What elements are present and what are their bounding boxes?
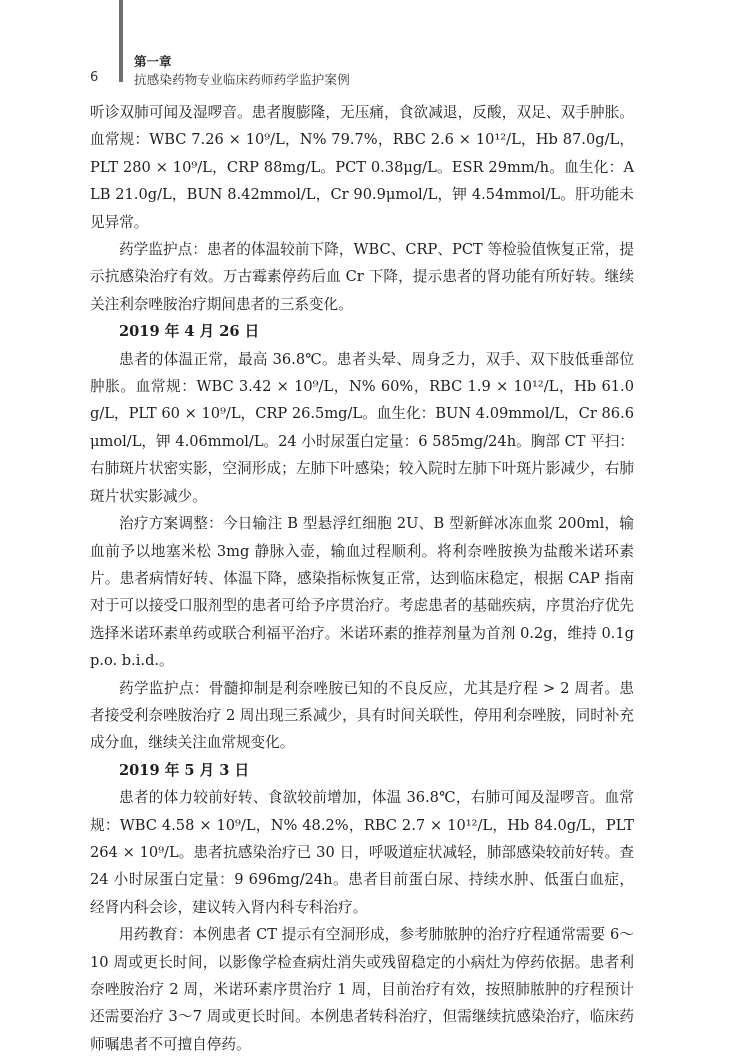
paragraph-status-may-3: 患者的体力较前好转、食欲较前增加，体温 36.8℃，右肺可闻及湿啰音。血常规：WBC 4.58 × 10⁹/L，N% 48.2%，RBC 2.7 × 10¹²/L，Hb 84.0g/L，PLT 264 × 10⁹/L。患者抗感染治疗已 30 日，呼吸道症状减轻，肺部感染较前好转。查 24 小时尿蛋白定量：9 696mg/24h。患者目前蛋白尿、持续水肿、低蛋白血症，经肾内科会诊，建议转入肾内科专科治疗。 — [90, 789, 634, 916]
paragraph-treatment-adjustment: 治疗方案调整：今日输注 B 型悬浮红细胞 2U、B 型新鲜冰冻血浆 200ml，输血前予以地塞米松 3mg 静脉入壶，输血过程顺利。将利奈唑胺换为盐酸米诺环素片。患者病情好转、体温下降，感染指标恢复正常，达到临床稳定，根据 CAP 指南对于可以接受口服剂型的患者可给予序贯治疗。考虑患者的基础疾病，序贯治疗优先选择米诺环素单药或联合利福平治疗。米诺环素的推荐剂量为首剂 0.2g，维持 0.1g p.o. b.i.d.。 — [90, 515, 634, 670]
book-title: 抗感染药物专业临床药师药学监护案例 — [134, 72, 350, 87]
paragraph-medication-education: 用药教育：本例患者 CT 提示有空洞形成，参考肺脓肿的治疗疗程通常需要 6～10 周或更长时间，以影像学检查病灶消失或残留稳定的小病灶为停药依据。患者利奈唑胺治疗 2 周，米诺环素序贯治疗 1 周，目前治疗有效，按照肺脓肿的疗程预计还需要治疗 3～7 周或更长时间。本例患者转科治疗，但需继续抗感染治疗，临床药师嘱患者不可擅自停药。 — [90, 926, 634, 1053]
paragraph-monitoring-1: 药学监护点：患者的体温较前下降，WBC、CRP、PCT 等检验值恢复正常，提示抗感染治疗有效。万古霉素停药后血 Cr 下降，提示患者的肾功能有所好转。继续关注利奈唑胺治疗期间患者的三系变化。 — [90, 241, 634, 313]
date-heading-may-3: 2019 年 5 月 3 日 — [119, 761, 250, 779]
date-heading-apr-26: 2019 年 4 月 26 日 — [119, 323, 260, 341]
paragraph-continued-exam: 听诊双肺可闻及湿啰音。患者腹膨隆，无压痛，食欲减退，反酸，双足、双手肿胀。血常规：WBC 7.26 × 10⁹/L，N% 79.7%，RBC 2.6 × 10¹²/L，Hb 87.0g/L，PLT 280 × 10⁹/L，CRP 88mg/L。PCT 0.38μg/L。ESR 29mm/h。血生化：ALB 21.0g/L，BUN 8.42mmol/L，Cr 90.9μmol/L，钾 4.54mmol/L。肝功能未见异常。 — [90, 104, 634, 231]
paragraph-monitoring-2: 药学监护点：骨髓抑制是利奈唑胺已知的不良反应，尤其是疗程 > 2 周者。患者接受利奈唑胺治疗 2 周出现三系减少，具有时间关联性，停用利奈唑胺，同时补充成分血，继续关注血常规变化。 — [90, 679, 634, 752]
header-rule — [119, 0, 123, 82]
paragraph-status-apr-26: 患者的体温正常，最高 36.8℃。患者头晕、周身乏力，双手、双下肢低垂部位肿胀。血常规：WBC 3.42 × 10⁹/L，N% 60%，RBC 1.9 × 10¹²/L，Hb 61.0g/L，PLT 60 × 10⁹/L，CRP 26.5mg/L。血生化：BUN 4.09mmol/L，Cr 86.6μmol/L，钾 4.06mmol/L。24 小时尿蛋白定量：6 585mg/24h。胸部 CT 平扫：右肺斑片状密实影，空洞形成；左肺下叶感染；较入院时左肺下叶斑片影减少，右肺斑片状实影减少。 — [90, 350, 634, 505]
page-body — [90, 99, 634, 1058]
page-number: 6 — [90, 70, 99, 85]
chapter-label: 第一章 — [134, 54, 172, 69]
